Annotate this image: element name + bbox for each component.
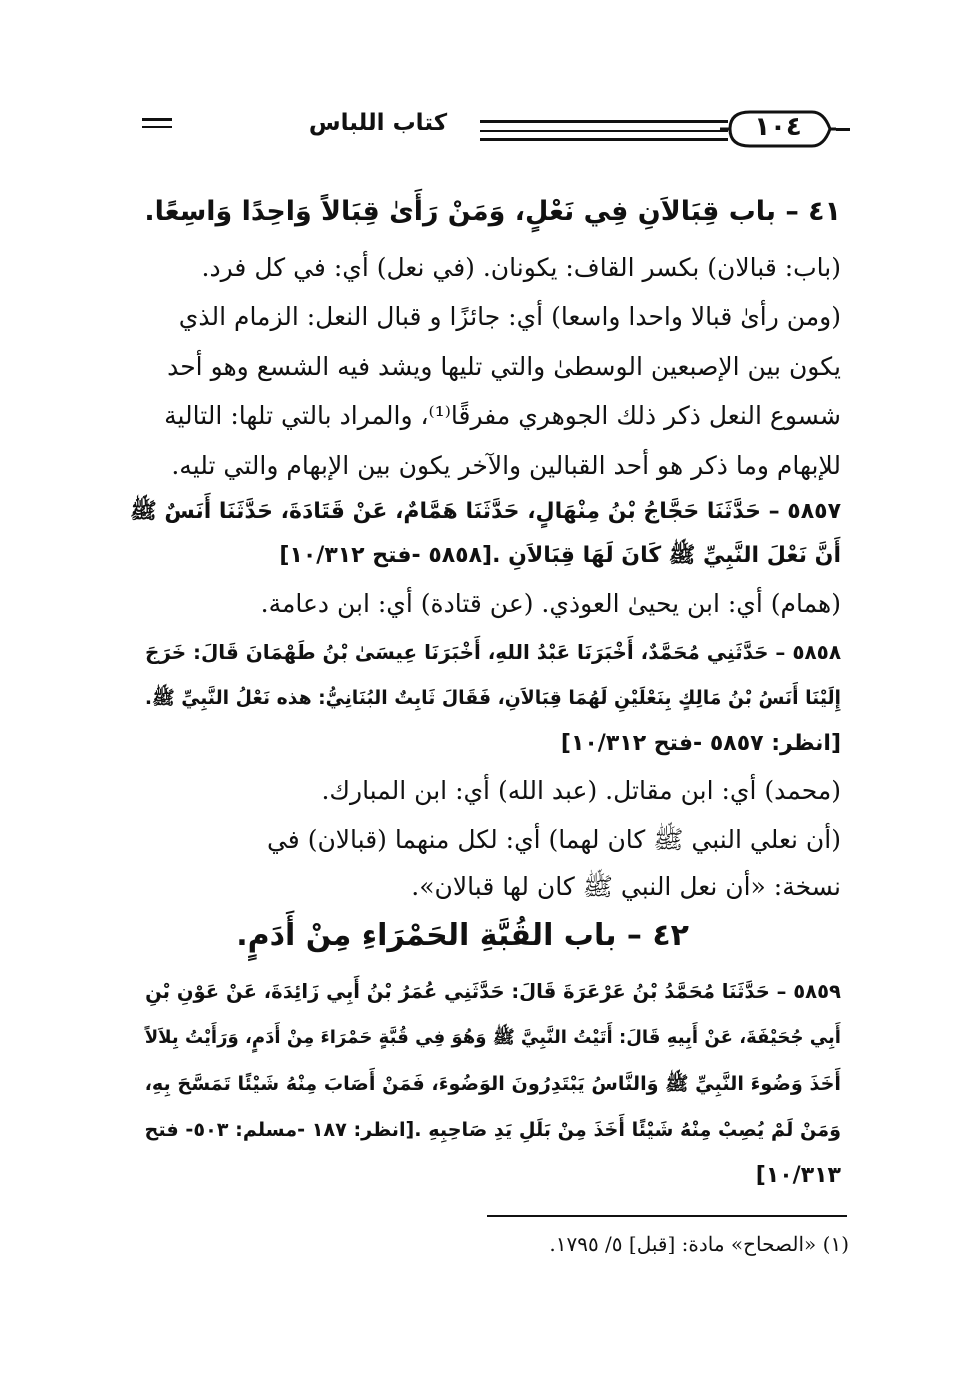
hadith-line: أَخَذَ وَضُوءَ النَّبِيِّ ﷺ وَالنَّاسُ يَبْتَدِرُونَ الوَضُوءَ، فَمَنْ أَصَابَ مِنْهُ شَيْئًا تَمَسَّحَ بِهِ، bbox=[144, 1072, 841, 1095]
commentary-line: نسخة: «أن نعل النبي ﷺ كان لها قبالان». bbox=[411, 872, 841, 901]
hadith-line: ٥٨٥٩ – حَدَّثَنَا مُحَمَّدُ بْنُ عَرْعَرَةَ قَالَ: حَدَّثَنِي عُمَرُ بْنُ أَبِي زَائِدَةَ، عَنْ عَوْنِ بْنِ bbox=[145, 980, 841, 1003]
commentary-line: (ومن رأىٰ قبالا واحدا واسعا) أي: جائزًا و قبال النعل: الزمام الذي bbox=[178, 302, 841, 331]
hadith-line: إِلَيْنَا أَنَسُ بْنُ مَالِكٍ بِنَعْلَيْنِ لَهُمَا قِبَالاَنِ، فَقَالَ ثَابِتٌ البُنَانِيُّ: هذه نَعْلُ النَّبِيِّ ﷺ. bbox=[144, 688, 841, 709]
book-title: كتاب اللباس bbox=[308, 110, 448, 136]
cross-reference: ١٠/٣١٣] bbox=[755, 1163, 841, 1188]
commentary-line: شسوع النعل ذكر ذلك الجوهري مفرقًا⁽¹⁾، والمراد بالتي تلها: التالية bbox=[164, 401, 841, 430]
page-number-badge bbox=[720, 108, 836, 150]
header-rule-right bbox=[836, 128, 850, 131]
header-rule-mid bbox=[480, 130, 728, 132]
chapter-title-42: ٤٢ – باب القُبَّةِ الحَمْرَاءِ مِنْ أَدَمٍ. bbox=[236, 918, 689, 953]
narrator-note: (همام) أي: ابن يحيىٰ العوذي. (عن قتادة) أي: ابن دعامة. bbox=[260, 589, 841, 618]
footnote: (١) «الصحاح» مادة: [قبل] ٥/ ١٧٩٥. bbox=[549, 1232, 849, 1256]
page-number: ١٠٤ bbox=[754, 112, 802, 142]
header-ornament-left bbox=[142, 118, 172, 133]
commentary-line: للإبهام وما ذكر هو أحد القبالين والآخر يكون بين الإبهام والتي تليه. bbox=[171, 451, 841, 480]
commentary-line: يكون بين الإصبعين الوسطىٰ والتي تليها ويشد فيه الشسع وهو أحد bbox=[167, 352, 841, 381]
commentary-line: (باب: قبالان) بكسر القاف: يكونان. (في نعل) أي: في كل فرد. bbox=[201, 253, 841, 282]
page-header bbox=[120, 108, 850, 154]
header-rule-bottom bbox=[480, 138, 728, 141]
hadith-line: ٥٨٥٨ – حَدَّثَنِي مُحَمَّدٌ، أَخْبَرَنَا عَبْدُ اللهِ، أَخْبَرَنَا عِيسَىٰ بْنُ طَهْمَانَ قَالَ: خَرَجَ bbox=[144, 640, 841, 664]
footnote-separator bbox=[487, 1215, 847, 1217]
hadith-line: وَمَنْ لَمْ يُصِبْ مِنْهُ شَيْئًا أَخَذَ مِنْ بَلَلِ يَدِ صَاحِبِهِ .[انظر: ١٨٧ -مسلم: ٥٠٣- فتح bbox=[144, 1118, 841, 1141]
hadith-line: أَبِي جُحَيْفَةَ، عَنْ أَبِيهِ قَالَ: أَتَيْتُ النَّبِيَّ ﷺ وَهُوَ فِي قُبَّةٍ حَمْرَاءَ مِنْ أَدَمٍ، وَرَأَيْتُ بِلاَلاً bbox=[144, 1027, 841, 1048]
hadith-line: أَنَّ نَعْلَ النَّبِيِّ ﷺ كَانَ لَهَا قِبَالاَنِ .[٥٨٥٨ -فتح ١٠/٣١٢] bbox=[279, 543, 841, 568]
header-rule-top bbox=[480, 120, 728, 123]
hadith-line: ٥٨٥٧ – حَدَّثَنَا حَجَّاجُ بْنُ مِنْهَالٍ، حَدَّثَنَا هَمَّامٌ، عَنْ قَتَادَةَ، حَدَّثَنَا أَنَسٌ ﷺ bbox=[130, 499, 841, 524]
cross-reference: [انظر: ٥٨٥٧ -فتح ١٠/٣١٢] bbox=[560, 731, 841, 756]
narrator-note: (محمد) أي: ابن مقاتل. (عبد الله) أي: ابن المبارك. bbox=[321, 776, 841, 805]
chapter-title-41: ٤١ – باب قِبَالاَنِ فِي نَعْلٍ، وَمَنْ رَأَىٰ قِبَالاً وَاحِدًا وَاسِعًا. bbox=[144, 196, 841, 227]
commentary-line: (أن نعلي النبي ﷺ كان لهما) أي: لكل منهما (قبالان) في bbox=[266, 825, 841, 854]
